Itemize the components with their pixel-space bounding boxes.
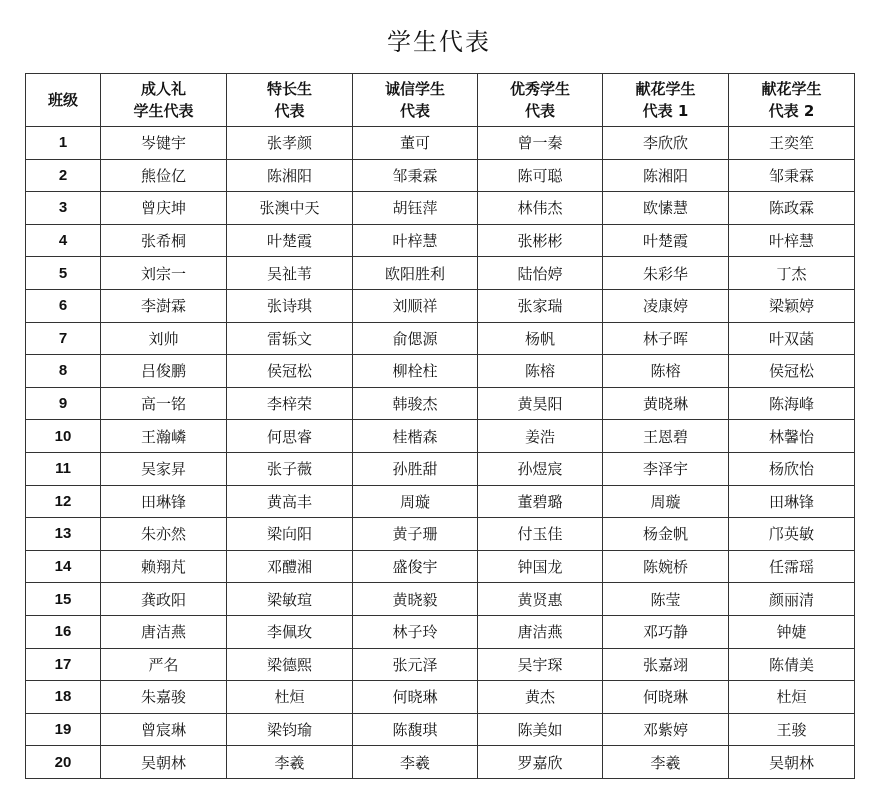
student-name-cell: 林子晖 [603,322,729,355]
student-name-cell: 林馨怡 [729,420,855,453]
table-row [26,159,855,192]
table-row [26,648,855,681]
student-name-cell: 李羲 [603,746,729,779]
student-name-cell: 凌康婷 [603,289,729,322]
column-header-line: 代表 2 [768,102,815,120]
student-name-cell: 陈美如 [478,713,603,746]
student-name-cell: 张希桐 [101,224,227,257]
column-header-line: 献花学生 [761,80,822,98]
student-name-cell: 李欣欣 [603,127,729,160]
column-header-line: 诚信学生 [384,80,445,98]
student-name-cell: 梁钧瑜 [227,713,353,746]
table-row [26,746,855,779]
table-row [26,322,855,355]
table-row [26,583,855,616]
student-name-cell: 侯冠松 [227,355,353,388]
student-name-cell: 邓紫婷 [603,713,729,746]
student-name-cell: 田琳锋 [101,485,227,518]
student-name-cell: 王骏 [729,713,855,746]
student-name-cell: 梁德熙 [227,648,353,681]
student-name-cell: 任霈瑶 [729,550,855,583]
student-name-cell: 陈政霖 [729,192,855,225]
student-name-cell: 曾庆坤 [101,192,227,225]
student-name-cell: 朱亦然 [101,518,227,551]
class-number-cell: 12 [26,485,101,518]
student-name-cell: 赖翔芃 [101,550,227,583]
student-name-cell: 龚政阳 [101,583,227,616]
student-name-cell: 岑键宇 [101,127,227,160]
student-name-cell: 严名 [101,648,227,681]
student-name-cell: 陈湘阳 [227,159,353,192]
student-name-cell: 李梓荣 [227,387,353,420]
student-name-cell: 李羲 [353,746,478,779]
student-name-cell: 董可 [353,127,478,160]
student-name-cell: 陈湘阳 [603,159,729,192]
table-row [26,257,855,290]
student-name-cell: 李羲 [227,746,353,779]
table-row [26,127,855,160]
student-name-cell: 王恩碧 [603,420,729,453]
student-name-cell: 张家瑞 [478,289,603,322]
student-name-cell: 朱嘉骏 [101,681,227,714]
student-name-cell: 侯冠松 [729,355,855,388]
student-name-cell: 黄昊阳 [478,387,603,420]
student-name-cell: 陈可聪 [478,159,603,192]
student-name-cell: 曾一秦 [478,127,603,160]
table-row [26,518,855,551]
student-name-cell: 张元泽 [353,648,478,681]
student-name-cell: 陈海峰 [729,387,855,420]
student-name-cell: 刘宗一 [101,257,227,290]
student-name-cell: 陈莹 [603,583,729,616]
table-row [26,192,855,225]
student-name-cell: 李泽宇 [603,452,729,485]
student-name-cell: 黄高丰 [227,485,353,518]
student-name-cell: 吴祉苇 [227,257,353,290]
class-number-cell: 13 [26,518,101,551]
student-name-cell: 刘顺祥 [353,289,478,322]
table-row [26,355,855,388]
class-number-cell: 14 [26,550,101,583]
student-name-cell: 柳栓柱 [353,355,478,388]
student-name-cell: 姜浩 [478,420,603,453]
student-name-cell: 雷轹文 [227,322,353,355]
column-header-line: 特长生 [266,80,312,98]
student-name-cell: 黄贤惠 [478,583,603,616]
student-name-cell: 朱彩华 [603,257,729,290]
student-name-cell: 林子玲 [353,615,478,648]
student-name-cell: 张彬彬 [478,224,603,257]
column-header-line: 代表 [524,102,555,120]
student-name-cell: 孙煜宸 [478,452,603,485]
student-name-cell: 陈馥琪 [353,713,478,746]
student-name-cell: 黄杰 [478,681,603,714]
class-number-cell: 19 [26,713,101,746]
class-number-cell: 15 [26,583,101,616]
student-name-cell: 梁敏瑄 [227,583,353,616]
column-header [603,74,729,127]
student-name-cell: 王奕笙 [729,127,855,160]
class-number-cell: 8 [26,355,101,388]
column-header-line: 代表 1 [642,102,689,120]
student-name-cell: 俞偲源 [353,322,478,355]
student-name-cell: 陈婉桥 [603,550,729,583]
student-name-cell: 邓醴湘 [227,550,353,583]
table-row [26,713,855,746]
student-name-cell: 黄晓琳 [603,387,729,420]
student-name-cell: 李佩玫 [227,615,353,648]
class-number-cell: 2 [26,159,101,192]
student-name-cell: 梁颖婷 [729,289,855,322]
student-name-cell: 杨欣怡 [729,452,855,485]
student-name-cell: 吴朝林 [101,746,227,779]
table-row [26,485,855,518]
class-number-cell: 6 [26,289,101,322]
student-name-cell: 张诗琪 [227,289,353,322]
column-header-line: 学生代表 [133,102,194,120]
column-header-line: 班级 [47,91,78,109]
class-number-cell: 7 [26,322,101,355]
page-title: 学生代表 [387,28,491,56]
student-name-cell: 熊俭亿 [101,159,227,192]
class-number-cell: 18 [26,681,101,714]
student-name-cell: 陈榕 [478,355,603,388]
student-name-cell: 桂楷森 [353,420,478,453]
table-row [26,289,855,322]
student-name-cell: 胡钰萍 [353,192,478,225]
student-name-cell: 吴家昇 [101,452,227,485]
column-header-line: 成人礼 [140,80,186,98]
student-name-cell: 吕俊鹏 [101,355,227,388]
student-name-cell: 张澳中天 [227,192,353,225]
column-header [227,74,353,127]
student-name-cell: 周璇 [603,485,729,518]
student-name-cell: 张子薇 [227,452,353,485]
column-header-line: 代表 [274,102,305,120]
student-name-cell: 刘帅 [101,322,227,355]
student-name-cell: 盛俊宇 [353,550,478,583]
class-number-cell: 17 [26,648,101,681]
student-name-cell: 叶梓慧 [729,224,855,257]
column-header [26,74,101,127]
student-name-cell: 杨金帆 [603,518,729,551]
class-number-cell: 1 [26,127,101,160]
student-name-cell: 梁向阳 [227,518,353,551]
student-name-cell: 叶楚霞 [227,224,353,257]
student-name-cell: 叶梓慧 [353,224,478,257]
table-row [26,387,855,420]
student-name-cell: 罗嘉欣 [478,746,603,779]
student-name-cell: 邝英敏 [729,518,855,551]
student-name-cell: 颜丽清 [729,583,855,616]
column-header-line: 优秀学生 [509,80,570,98]
class-number-cell: 20 [26,746,101,779]
student-name-cell: 何晓琳 [353,681,478,714]
representatives-table [25,73,855,779]
student-name-cell: 黄子珊 [353,518,478,551]
table-row [26,420,855,453]
student-name-cell: 周璇 [353,485,478,518]
header-row [26,74,855,127]
student-name-cell: 陈榕 [603,355,729,388]
student-name-cell: 邹秉霖 [729,159,855,192]
class-number-cell: 4 [26,224,101,257]
column-header [353,74,478,127]
student-name-cell: 杨帆 [478,322,603,355]
student-name-cell: 欧愫慧 [603,192,729,225]
student-name-cell: 叶双菡 [729,322,855,355]
student-name-cell: 何晓琳 [603,681,729,714]
table-row [26,681,855,714]
student-name-cell: 张嘉翊 [603,648,729,681]
student-name-cell: 王瀚嶙 [101,420,227,453]
student-name-cell: 韩骏杰 [353,387,478,420]
student-name-cell: 黄晓毅 [353,583,478,616]
student-name-cell: 吴朝林 [729,746,855,779]
table-row [26,615,855,648]
student-name-cell: 钟婕 [729,615,855,648]
student-name-cell: 张孝颜 [227,127,353,160]
student-name-cell: 高一铭 [101,387,227,420]
column-header-line: 献花学生 [635,80,696,98]
student-name-cell: 唐洁燕 [478,615,603,648]
column-header [478,74,603,127]
class-number-cell: 5 [26,257,101,290]
column-header-line: 代表 [399,102,430,120]
column-header [729,74,855,127]
class-number-cell: 10 [26,420,101,453]
student-name-cell: 邹秉霖 [353,159,478,192]
class-number-cell: 11 [26,452,101,485]
student-name-cell: 钟国龙 [478,550,603,583]
student-name-cell: 陈倩美 [729,648,855,681]
student-name-cell: 何思睿 [227,420,353,453]
class-number-cell: 9 [26,387,101,420]
student-name-cell: 田琳锋 [729,485,855,518]
student-name-cell: 林伟杰 [478,192,603,225]
student-name-cell: 陆怡婷 [478,257,603,290]
student-name-cell: 吴宇琛 [478,648,603,681]
student-name-cell: 孙胜甜 [353,452,478,485]
student-name-cell: 董碧璐 [478,485,603,518]
student-name-cell: 叶楚霞 [603,224,729,257]
table-row [26,550,855,583]
student-name-cell: 杜烜 [729,681,855,714]
student-name-cell: 欧阳胜利 [353,257,478,290]
student-name-cell: 付玉佳 [478,518,603,551]
student-name-cell: 邓巧静 [603,615,729,648]
class-number-cell: 3 [26,192,101,225]
student-name-cell: 曾宸琳 [101,713,227,746]
student-name-cell: 唐洁燕 [101,615,227,648]
student-name-cell: 杜烜 [227,681,353,714]
student-name-cell: 丁杰 [729,257,855,290]
student-name-cell: 李澍霖 [101,289,227,322]
column-header [101,74,227,127]
table-row [26,452,855,485]
table-row [26,224,855,257]
class-number-cell: 16 [26,615,101,648]
